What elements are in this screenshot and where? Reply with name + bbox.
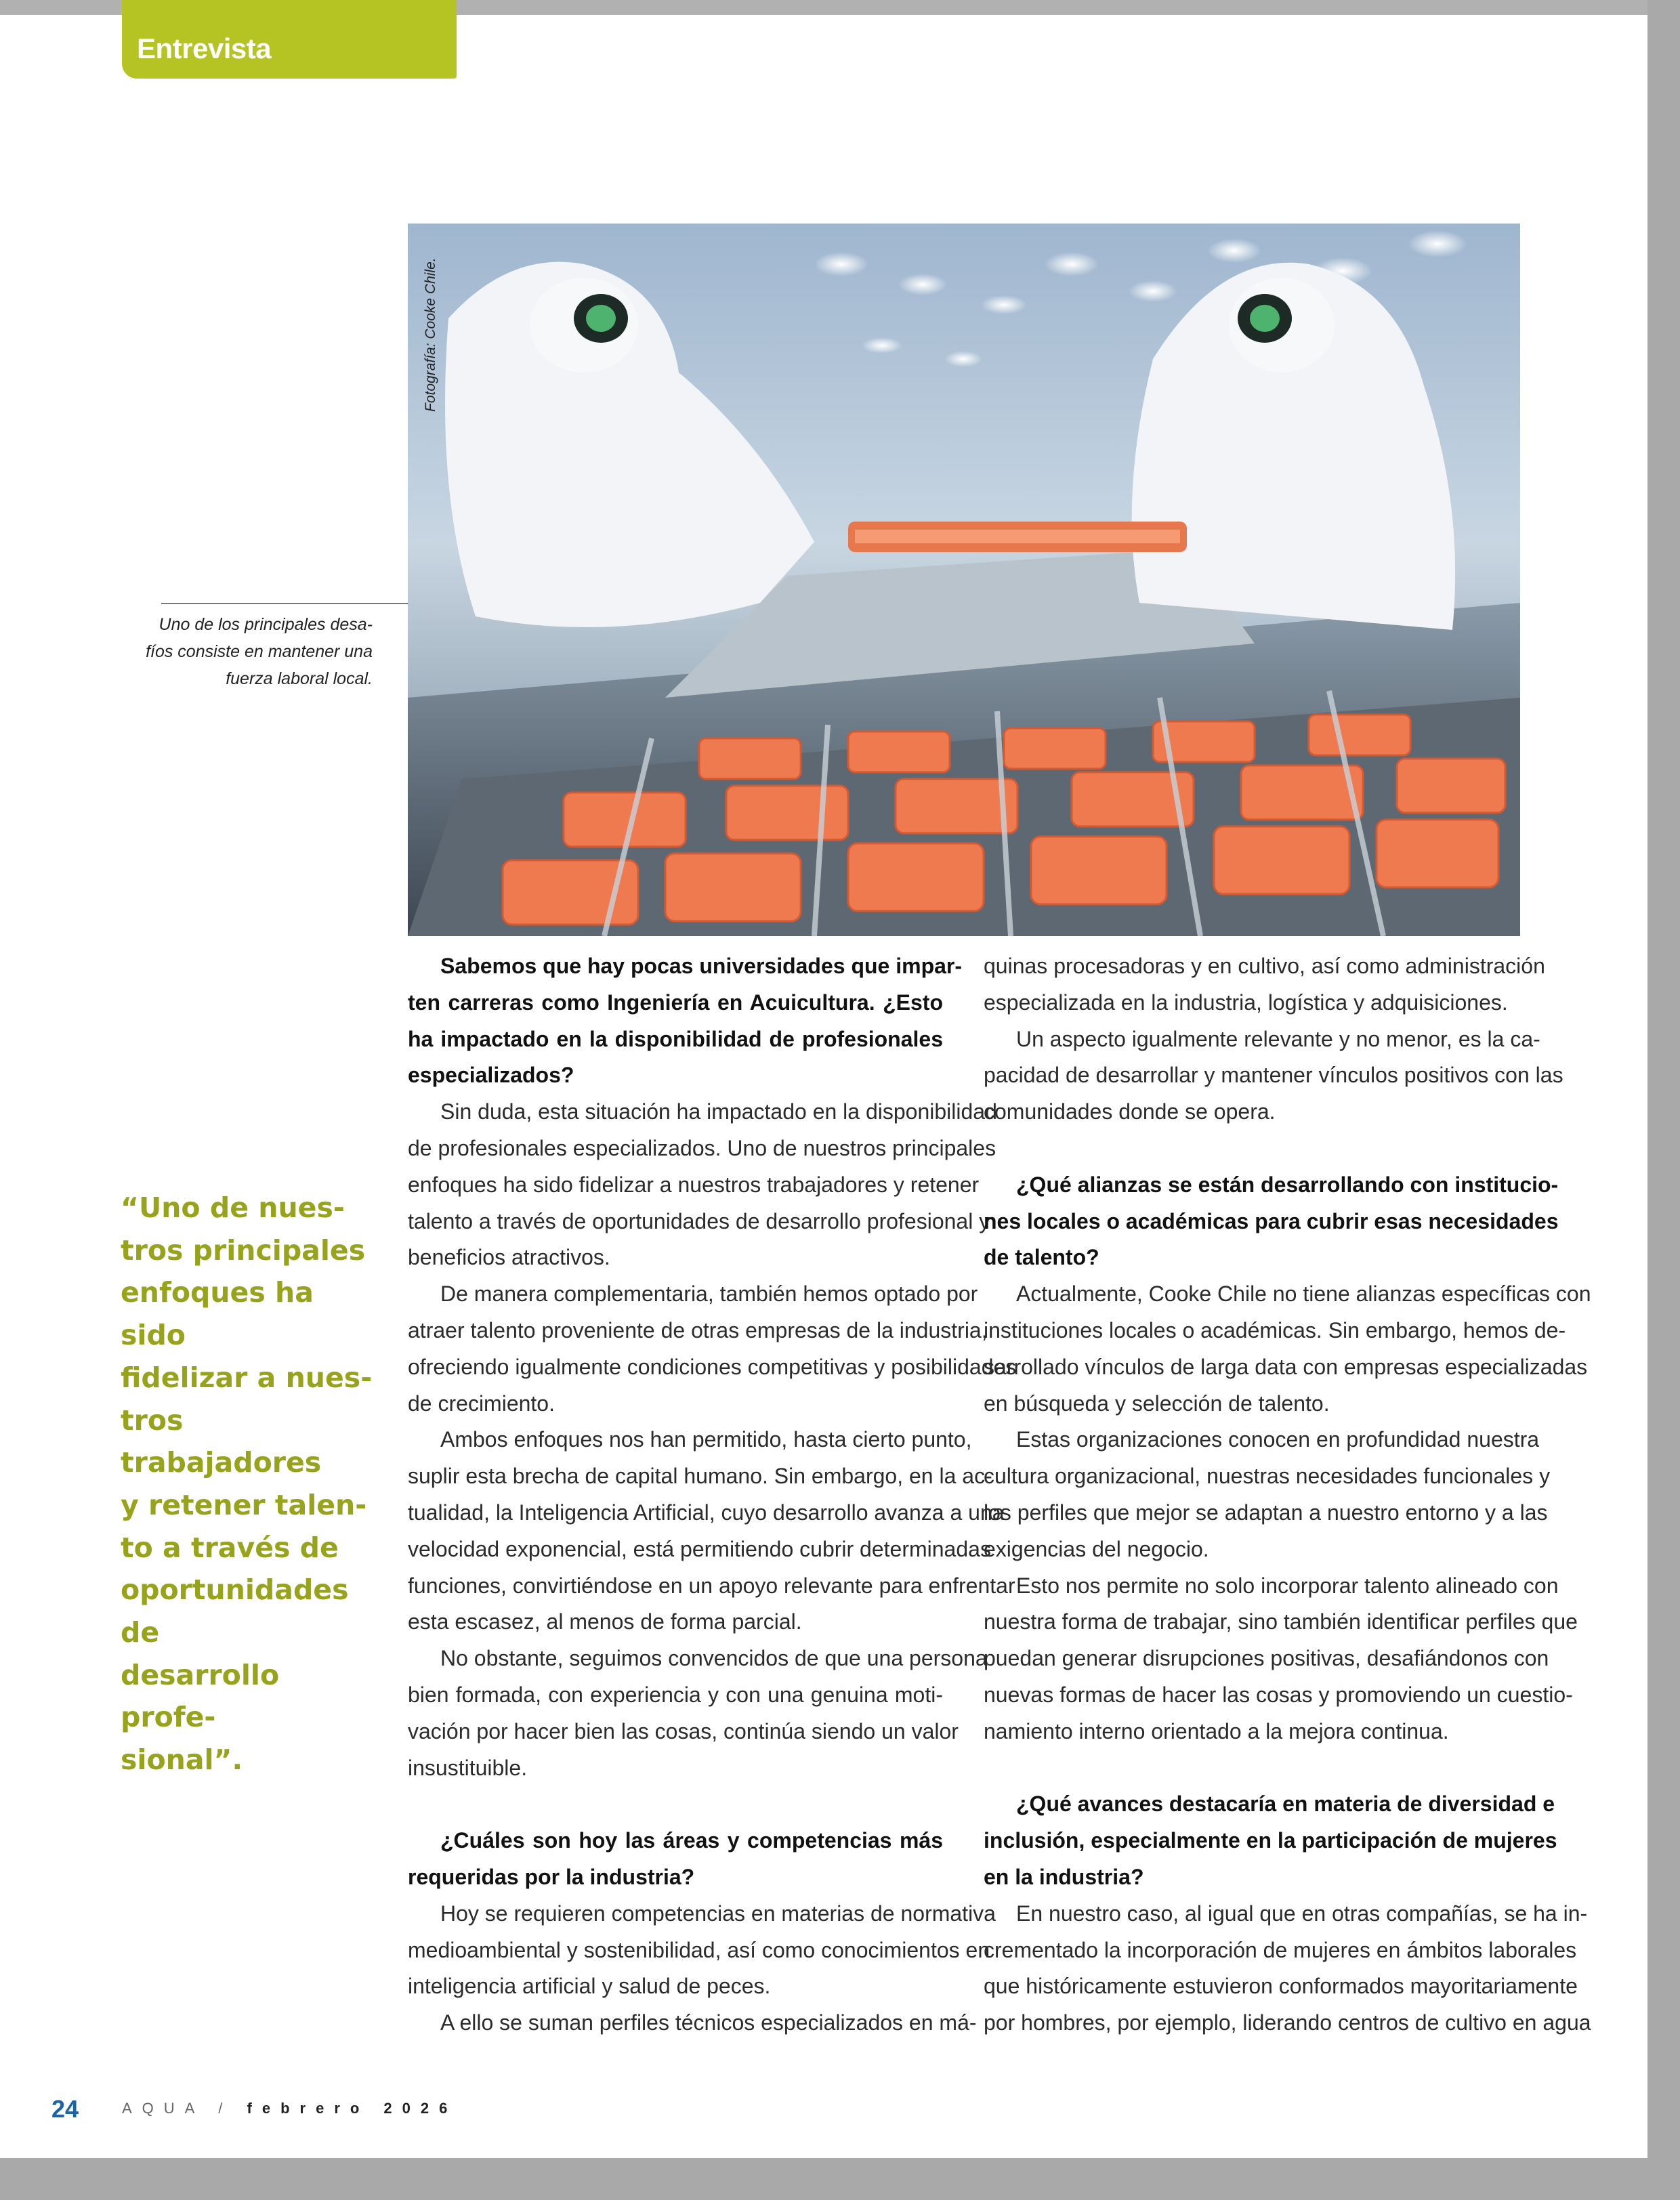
page-number: 24: [51, 2095, 79, 2123]
photo-caption: [135, 611, 373, 692]
body-line: Ambos enfoques nos han permitido, hasta cierto punto,: [440, 1427, 972, 1452]
question-line: Sabemos que hay pocas universidades que impar-: [440, 954, 963, 978]
body-line: atraer talento proveniente de otras empresas de la industria,: [408, 1317, 988, 1342]
body-line: Sin duda, esta situación ha impactado en la disponibilidad: [440, 1099, 997, 1124]
body-line: Estas organizaciones conocen en profundidad nuestra: [1016, 1427, 1540, 1452]
paragraph-gap: [984, 1750, 1519, 1787]
body-line: tualidad, la Inteligencia Artificial, cuyo desarrollo avanza a una: [408, 1500, 1005, 1525]
pull-quote-line: desarrollo profe-: [121, 1658, 280, 1734]
article-photo: [408, 224, 1520, 936]
body-line: insustituible.: [408, 1755, 528, 1780]
body-line: beneficios atractivos.: [408, 1245, 610, 1270]
question-line: especializados?: [408, 1063, 574, 1088]
caption-line: fíos consiste en mantener una: [146, 642, 373, 661]
question-line: requeridas por la industria?: [408, 1864, 695, 1889]
body-line: Un aspecto igualmente relevante y no menor, es la ca-: [1016, 1026, 1540, 1051]
body-line: suplir esta brecha de capital humano. Sin embargo, en la ac-: [408, 1464, 992, 1489]
question-line: ¿Qué alianzas se están desarrollando con institucio-: [1016, 1172, 1559, 1197]
pull-quote-line: enfoques ha sido: [121, 1276, 314, 1352]
pull-quote-line: “Uno de nues-: [121, 1191, 345, 1224]
question-line: nes locales o académicas para cubrir esas necesidades: [984, 1208, 1559, 1233]
question-line: ¿Cuáles son hoy las áreas y competencias más: [440, 1828, 943, 1853]
body-line: No obstante, seguimos convencidos de que una persona: [440, 1646, 988, 1671]
body-line: quinas procesadoras y en cultivo, así como administración: [984, 954, 1545, 978]
question-line: inclusión, especialmente en la participación de mujeres: [984, 1828, 1557, 1853]
body-line: vación por hacer bien las cosas, continúa siendo un valor: [408, 1718, 959, 1743]
article-column-left: [408, 948, 1017, 2042]
body-line: esta escasez, al menos de forma parcial.: [408, 1609, 802, 1634]
body-line: talento a través de oportunidades de desarrollo profesional y: [408, 1208, 990, 1233]
question-line: de talento?: [984, 1245, 1099, 1270]
pull-quote-line: tros trabajadores: [121, 1403, 322, 1479]
magazine-name: AQUA: [122, 2100, 205, 2117]
body-line: Hoy se requieren competencias en materias de normativa: [440, 1901, 996, 1926]
body-line: los perfiles que mejor se adaptan a nuestro entorno y a las: [984, 1500, 1548, 1525]
pull-quote-line: y retener talen-: [121, 1488, 367, 1521]
body-line: medioambiental y sostenibilidad, así como conocimientos en: [408, 1937, 990, 1962]
pull-quote-line: tros principales: [121, 1233, 366, 1267]
article-column-right: [984, 948, 1591, 2042]
pull-quote-line: fidelizar a nues-: [121, 1361, 373, 1394]
body-line: crementado la incorporación de mujeres en ámbitos laborales: [984, 1937, 1577, 1962]
body-line: nuevas formas de hacer las cosas y promoviendo un cuestio-: [984, 1682, 1573, 1707]
body-line: especializada en la industria, logística y adquisiciones.: [984, 990, 1508, 1015]
pull-quote-line: sional”.: [121, 1743, 243, 1777]
question-line: en la industria?: [984, 1864, 1144, 1889]
body-line: por hombres, por ejemplo, liderando centros de cultivo en agua: [984, 2010, 1591, 2035]
section-tab: Entrevista: [122, 0, 457, 79]
body-line: bien formada, con experiencia y con una genuina moti-: [408, 1682, 943, 1707]
body-line: enfoques ha sido fidelizar a nuestros trabajadores y retener: [408, 1172, 980, 1197]
body-line: que históricamente estuvieron conformados mayoritariamente: [984, 1974, 1578, 1999]
photo-credit: Fotografía: Cooke Chile.: [423, 257, 438, 412]
body-line: en búsqueda y selección de talento.: [984, 1391, 1330, 1416]
body-line: inteligencia artificial y salud de peces.: [408, 1974, 771, 1999]
pull-quote: [121, 1187, 378, 1781]
body-line: funciones, convirtiéndose en un apoyo relevante para enfrentar: [408, 1573, 1015, 1598]
question-line: ha impactado en la disponibilidad de profesionales: [408, 1026, 943, 1051]
body-line: En nuestro caso, al igual que en otras compañías, se ha in-: [1016, 1901, 1588, 1926]
footer-separator: /: [218, 2100, 233, 2117]
body-line: cultura organizacional, nuestras necesidades funcionales y: [984, 1464, 1551, 1489]
caption-line: fuerza laboral local.: [226, 669, 373, 688]
body-line: sarrollado vínculos de larga data con empresas especializadas: [984, 1354, 1588, 1379]
body-line: ofreciendo igualmente condiciones competitivas y posibilidades: [408, 1354, 1017, 1379]
question-line: ¿Qué avances destacaría en materia de diversidad e: [1016, 1792, 1555, 1817]
magazine-footer: [122, 2100, 457, 2117]
body-line: Esto nos permite no solo incorporar talento alineado con: [1016, 1573, 1559, 1598]
body-line: Actualmente, Cooke Chile no tiene alianzas específicas con: [1016, 1282, 1591, 1307]
body-line: namiento interno orientado a la mejora continua.: [984, 1718, 1449, 1743]
caption-line: Uno de los principales desa-: [159, 615, 373, 634]
pull-quote-line: oportunidades de: [121, 1573, 349, 1649]
body-line: instituciones locales o académicas. Sin embargo, hemos de-: [984, 1317, 1566, 1342]
question-line: ten carreras como Ingeniería en Acuicultura. ¿Esto: [408, 990, 943, 1015]
body-line: pacidad de desarrollar y mantener vínculos positivos con las: [984, 1063, 1563, 1088]
body-line: de profesionales especializados. Uno de nuestros principales: [408, 1135, 996, 1160]
body-line: puedan generar disrupciones positivas, desafiándonos con: [984, 1646, 1549, 1671]
body-line: velocidad exponencial, está permitiendo cubrir determinadas: [408, 1536, 991, 1561]
paragraph-gap: [984, 1130, 1519, 1167]
issue-date: febrero 2026: [247, 2100, 458, 2117]
body-line: De manera complementaria, también hemos optado por: [440, 1282, 978, 1307]
pull-quote-line: to a través de: [121, 1531, 339, 1564]
caption-rule: [161, 603, 408, 604]
body-line: exigencias del negocio.: [984, 1536, 1209, 1561]
body-line: de crecimiento.: [408, 1391, 555, 1416]
body-line: A ello se suman perfiles técnicos especializados en má-: [440, 2010, 977, 2035]
body-line: comunidades donde se opera.: [984, 1099, 1276, 1124]
paragraph-gap: [408, 1786, 943, 1823]
body-line: nuestra forma de trabajar, sino también identificar perfiles que: [984, 1609, 1578, 1634]
